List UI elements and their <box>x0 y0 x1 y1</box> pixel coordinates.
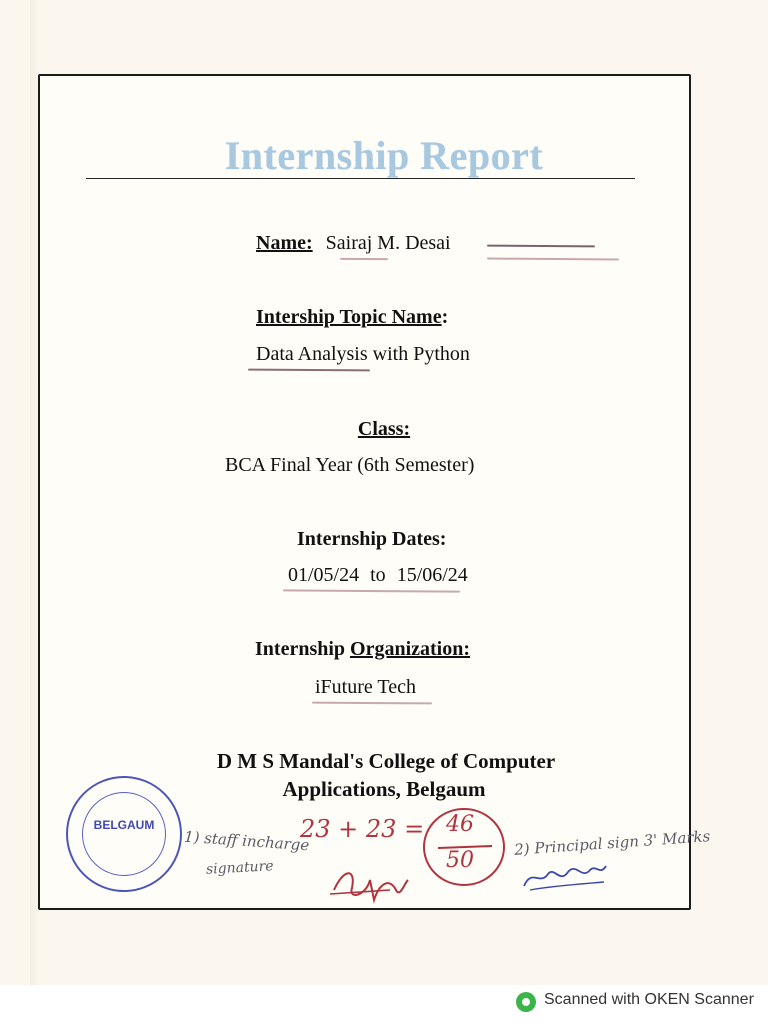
staff-incharge-note: 1) staff incharge <box>183 827 310 855</box>
marks-expression: 23 + 23 = <box>300 815 425 843</box>
scanner-logo-icon <box>516 992 536 1012</box>
report-title: Internship Report <box>224 133 544 178</box>
org-label-underlined: Organization: <box>350 638 471 660</box>
dates-to: 15/06/24 <box>396 564 468 586</box>
class-label-row <box>0 418 768 441</box>
dates-from: 01/05/24 <box>288 564 360 586</box>
stamp-inner-ring <box>82 792 166 876</box>
stamp-center-text: BELGAUM <box>93 818 155 832</box>
topic-value: Data Analysis with Python <box>256 343 470 365</box>
staff-signature-note: signature <box>205 858 274 878</box>
topic-colon: : <box>441 306 449 328</box>
dates-row <box>288 564 468 587</box>
scanner-label: Scanned with OKEN Scanner <box>544 991 754 1008</box>
name-underline-scribble <box>340 258 388 260</box>
org-label-row <box>255 638 470 661</box>
college-stamp <box>66 776 182 892</box>
principal-signature-scribble <box>520 856 610 900</box>
staff-signature-scribble <box>330 860 410 908</box>
dates-label: Internship Dates: <box>297 528 447 550</box>
class-value: BCA Final Year (6th Semester) <box>225 454 475 476</box>
name-row <box>256 232 451 255</box>
principal-sign-note: 2) Principal sign 3' Marks <box>513 827 711 859</box>
name-value: Sairaj M. Desai <box>325 232 451 254</box>
marks-denominator: 50 <box>446 848 474 873</box>
topic-label-row <box>256 306 448 329</box>
topic-label: Intership Topic Name <box>256 306 442 328</box>
name-label: Name: <box>256 232 313 254</box>
dates-to-word: to <box>370 564 386 586</box>
college-line-1: D M S Mandal's College of Computer <box>216 749 556 773</box>
org-label-plain: Internship <box>255 638 351 660</box>
marks-numerator: 46 <box>446 812 474 837</box>
college-line-2: Applications, Belgaum <box>282 777 486 801</box>
org-value: iFuture Tech <box>315 676 416 698</box>
class-label: Class: <box>357 418 411 440</box>
title-rule <box>86 178 635 179</box>
